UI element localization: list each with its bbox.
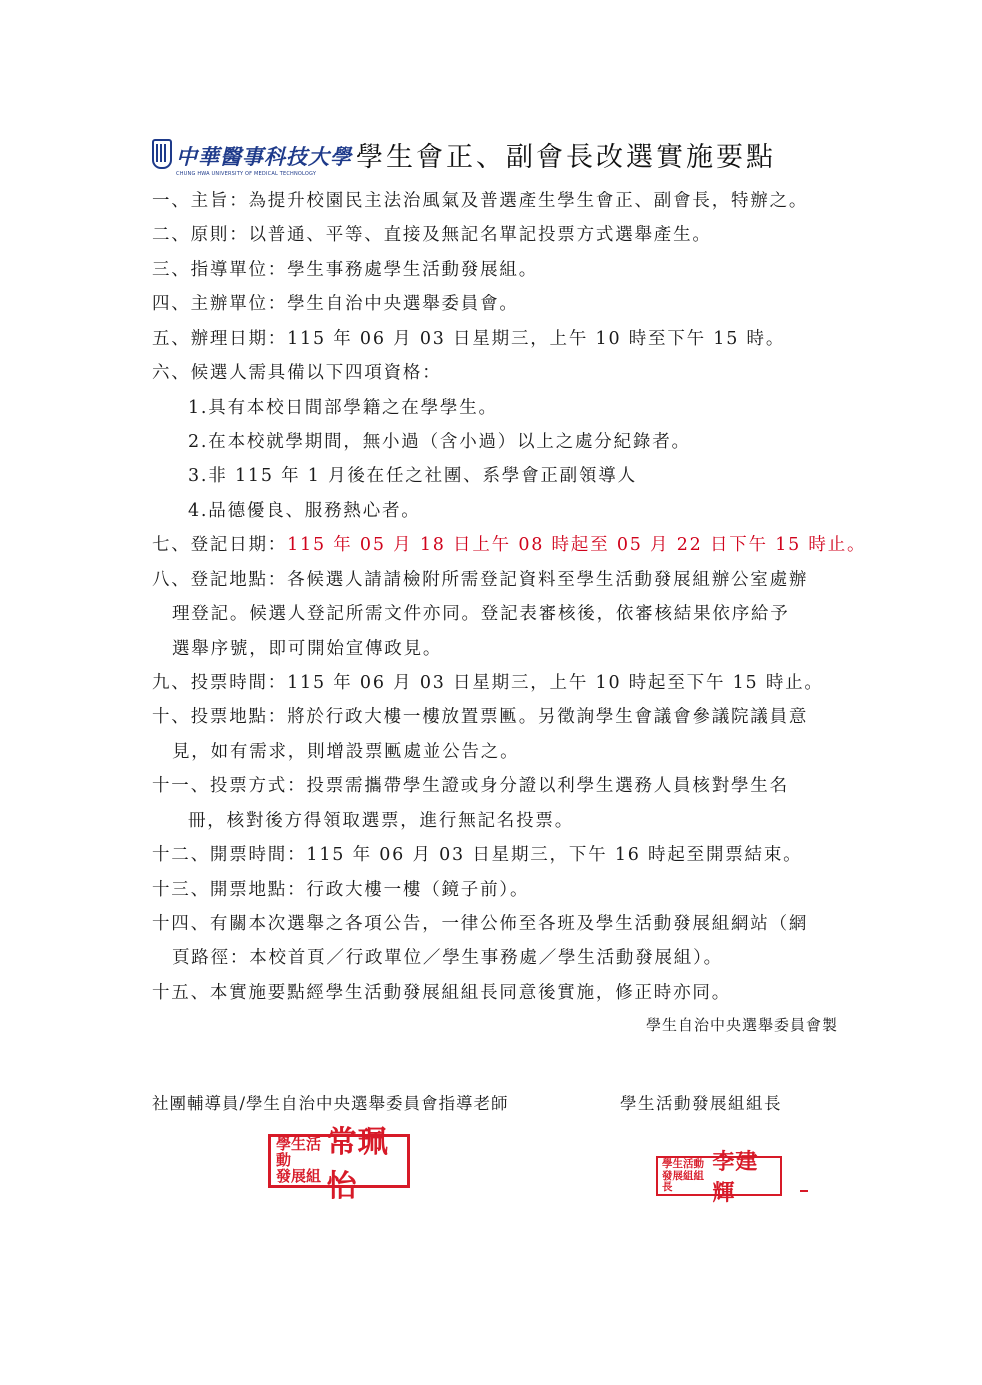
- item-15: 十五、本實施要點經學生活動發展組組長同意後實施，修正時亦同。: [152, 983, 731, 1003]
- item-8-cont-2: 選舉序號，即可開始宣傳政見。: [172, 639, 443, 659]
- item-2: 二、原則：以普通、平等、直接及無記名單記投票方式選舉產生。: [152, 225, 712, 245]
- item-10-cont: 見，如有需求，則增設票匭處並公告之。: [172, 742, 520, 762]
- item-11-cont: 冊，核對後方得領取選票，進行無記名投票。: [188, 811, 574, 831]
- item-5: 五、辦理日期：115 年 06 月 03 日星期三，上午 10 時至下午 15 時。: [152, 329, 786, 349]
- item-3: 三、指導單位：學生事務處學生活動發展組。: [152, 260, 538, 280]
- signer-right-label: 學生活動發展組組長: [620, 1094, 782, 1113]
- document-title: 學生會正、副會長改選實施要點: [356, 142, 776, 173]
- item-12: 十二、開票時間：115 年 06 月 03 日星期三，下午 16 時起至開票結束。: [152, 845, 803, 865]
- left-seal-line1: 學生活動: [276, 1135, 322, 1170]
- item-1: 一、主旨：為提升校園民主法治風氣及普選產生學生會正、副會長，特辦之。: [152, 191, 809, 211]
- item-4: 四、主辦單位：學生自治中央選舉委員會。: [152, 294, 519, 314]
- left-seal-stamp: [268, 1125, 410, 1204]
- item-8-cont-1: 理登記。候選人登記所需文件亦同。登記表審核後，依審核結果依序給予: [172, 604, 790, 624]
- item-14: 十四、有關本次選舉之各項公告，一律公佈至各班及學生活動發展組網站（網: [152, 914, 809, 934]
- university-logo-english: CHUNG HWA UNIVERSITY OF MEDICAL TECHNOLOGY: [176, 171, 317, 177]
- qualification-1: 1.具有本校日間部學籍之在學學生。: [188, 398, 498, 418]
- right-seal-line2: 發展組組長: [662, 1169, 704, 1193]
- item-6: 六、候選人需具備以下四項資格：: [152, 363, 442, 383]
- university-emblem-icon: [152, 139, 172, 169]
- right-seal-stamp: [656, 1149, 782, 1206]
- right-seal-line1: 學生活動: [662, 1158, 704, 1171]
- item-7: [152, 530, 866, 560]
- item-11: 十一、投票方式：投票需攜帶學生證或身分證以利學生選務人員核對學生名: [152, 776, 789, 796]
- university-logo: [176, 144, 352, 178]
- item-9: 九、投票時間：115 年 06 月 03 日星期三，上午 10 時起至下午 15 時止。: [152, 673, 824, 693]
- left-seal-line2: 發展組: [276, 1166, 322, 1185]
- qualification-2: 2.在本校就學期間，無小過（含小過）以上之處分紀錄者。: [188, 432, 691, 452]
- left-seal-name: 常珮怡: [326, 1125, 389, 1204]
- item-7-label: 七、登記日期：: [152, 535, 288, 555]
- item-10: 十、投票地點：將於行政大樓一樓放置票匭。另徵詢學生會議會參議院議員意: [152, 707, 809, 727]
- qualification-3: 3.非 115 年 1 月後在任之社團、系學會正副領導人: [188, 466, 637, 486]
- item-14-cont: 頁路徑：本校首頁／行政單位／學生事務處／學生活動發展組）。: [172, 948, 723, 968]
- right-seal-name: 李建輝: [712, 1149, 759, 1206]
- issuer-note: 學生自治中央選舉委員會製: [645, 1016, 838, 1034]
- signer-left-label: 社團輔導員/學生自治中央選舉委員會指導老師: [152, 1094, 509, 1113]
- qualification-4: 4.品德優良、服務熱心者。: [188, 501, 421, 521]
- university-logo-name: 中華醫事科技大學: [176, 144, 352, 169]
- item-13: 十三、開票地點：行政大樓一樓（鏡子前）。: [152, 880, 530, 900]
- item-8: 八、登記地點：各候選人請請檢附所需登記資料至學生活動發展組辦公室處辦: [152, 570, 809, 590]
- ink-mark: [800, 1190, 808, 1192]
- registration-period: 115 年 05 月 18 日上午 08 時起至 05 月 22 日下午 15 時止。: [287, 535, 867, 555]
- document-header: [152, 130, 776, 178]
